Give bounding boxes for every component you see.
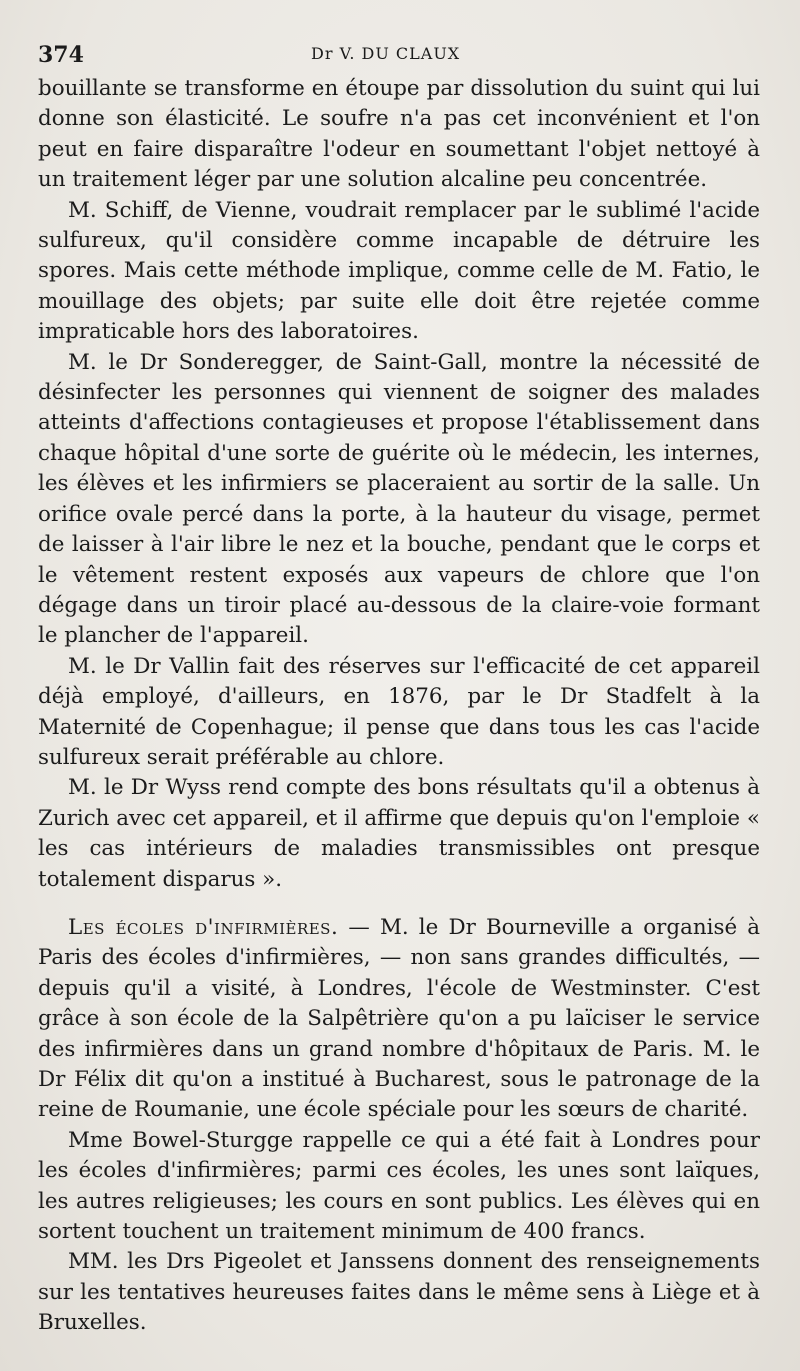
paragraph-ecoles: [38, 913, 760, 1126]
paragraph-pigeolet: MM. les Drs Pigeolet et Janssens donnent des renseignements sur les tentatives heureuses faites dans le même sens à Liège et à Bruxelles.: [38, 1249, 760, 1336]
paragraph-continuation: bouillante se transforme en étoupe par dissolution du suint qui lui donne son élasticité. Le soufre n'a pas cet inconvénient et l'on peut en faire disparaître l'odeur en soumettant l'objet nettoyé à un traitement léger par une solution alcaline peu concentrée.: [38, 76, 760, 193]
page-number: 374: [38, 42, 84, 68]
paragraph-vallin: M. le Dr Vallin fait des réserves sur l'efficacité de cet appareil déjà employé, d'ailleurs, en 1876, par le Dr Stadfelt à la Maternité de Copenhague; il pense que dans tous les cas l'acide sulfureux serait préférable au chlore.: [38, 653, 760, 770]
section-text: — M. le Dr Bourneville a organisé à Paris des écoles d'infirmières, — non sans grandes difficultés, — depuis qu'il a visité, à Londres, l'école de Westminster. C'est grâce à son école de la Salpêtrière qu'on a pu laïciser le service des infirmières dans un grand nombre d'hôpitaux de Paris. M. le Dr Félix dit qu'on a institué à Bucharest, sous le patronage de la reine de Roumanie, une école spéciale pour les sœurs de charité.: [38, 914, 760, 1123]
body-text: [38, 74, 760, 1339]
paragraph-schiff: M. Schiff, de Vienne, voudrait remplacer par le sublimé l'acide sulfureux, qu'il considère comme incapable de détruire les spores. Mais cette méthode implique, comme celle de M. Fatio, le mouillage des objets; par suite elle doit être rejetée comme impraticable hors des laboratoires.: [38, 197, 760, 345]
running-head: Dr V. DU CLAUX: [311, 44, 461, 63]
paragraph-bowel-sturgge: Mme Bowel-Sturgge rappelle ce qui a été fait à Londres pour les écoles d'infirmières; parmi ces écoles, les unes sont laïques, les autres religieuses; les cours en sont publics. Les élèves qui en sortent touchent un traitement minimum de 400 francs.: [38, 1127, 760, 1245]
paragraph-wyss: M. le Dr Wyss rend compte des bons résultats qu'il a obtenus à Zurich avec cet appareil, et il affirme que depuis qu'on l'emploie « les cas intérieurs de maladies transmissibles ont presque totalement disparus ».: [38, 775, 760, 892]
section-heading: Les écoles d'infirmières.: [68, 914, 339, 940]
paragraph-sonderegger: M. le Dr Sonderegger, de Saint-Gall, montre la nécessité de désinfecter les personnes qui viennent de soigner des malades atteints d'affections contagieuses et propose l'établissement dans chaque hôpital d'une sorte de guérite où le médecin, les internes, les élèves et les infirmiers se placeraient au sortir de la salle. Un orifice ovale percé dans la porte, à la hauteur du visage, permet de laisser à l'air libre le nez et la bouche, pendant que le corps et le vêtement restent exposés aux vapeurs de chlore que l'on dégage dans un tiroir placé au-dessous de la claire-voie formant le plancher de l'appareil.: [38, 349, 760, 649]
page-header: [38, 38, 770, 68]
